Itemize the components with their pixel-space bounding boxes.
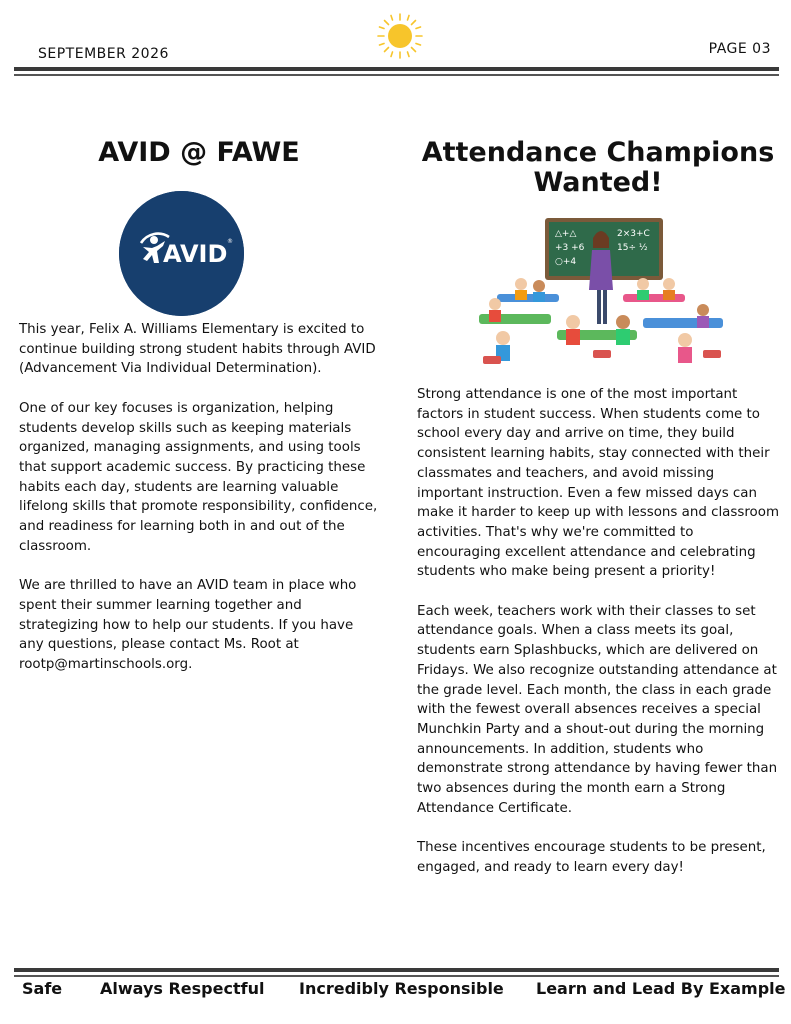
page-number: PAGE 03 [708, 41, 771, 57]
avid-paragraph-3: We are thrilled to have an AVID team in place who spent their summer learning together and strategizing how to help our students. If you have any questions, please contact Ms. Root at rootp@martinschools.org. [19, 578, 357, 672]
chalkboard-row1-right: 2×3+C [617, 229, 650, 239]
avid-article [19, 137, 379, 672]
attendance-title-line-2: Wanted! [533, 167, 663, 198]
chalkboard-row3-left: ○+4 [555, 257, 577, 267]
attendance-article-body [417, 385, 779, 897]
footer-divider-thin [14, 975, 779, 977]
attendance-paragraph-2: Each week, teachers work with their classes to set attendance goals. When a class meets its goal, students earn Splashbucks, which are delivered on Fridays. We also recognize outstanding attendance at the grade level. Each month, the class in each grade with the fewest overall absences receives a special Munchkin Party and a shout-out during the morning announcements. In addition, students who demonstrate strong attendance by having fewer than two absences during the month earn a Strong Attendance Certificate. [417, 603, 778, 816]
chalkboard-row2-left: +3 +6 [555, 243, 585, 253]
footer-item-safe: Safe [22, 979, 63, 998]
chalkboard-row2-right: 15÷ ½ [617, 243, 648, 253]
newsletter-date: SEPTEMBER 2026 [38, 46, 169, 62]
sun-icon [376, 12, 424, 60]
avid-paragraph-1: This year, Felix A. Williams Elementary is excited to continue building strong student habits through AVID (Advancement Via Individual Determination). [19, 322, 376, 377]
attendance-title-line-1: Attendance Champions [421, 137, 775, 168]
header-divider [14, 67, 779, 71]
avid-registered-mark: ® [227, 238, 233, 245]
footer-item-learn-lead: Learn and Lead By Example [536, 979, 786, 998]
attendance-paragraph-3: These incentives encourage students to be present, engaged, and ready to learn every day! [417, 840, 766, 875]
footer-item-responsible: Incredibly Responsible [299, 979, 504, 998]
classroom-illustration [473, 218, 728, 370]
attendance-article-title [417, 138, 779, 198]
avid-logo [119, 191, 244, 316]
chalkboard-row1-left: △+△ [555, 229, 577, 239]
footer-divider [14, 968, 779, 972]
attendance-paragraph-1: Strong attendance is one of the most important factors in student success. When students come to school every day and arrive on time, they build consistent learning habits, stay connected with their classmates and teachers, and avoid missing important instruction. Even a few missed days can make it harder to keep up with lessons and classroom activities. That's why we're committed to encouraging excellent attendance and celebrating students who make being present a priority! [417, 387, 779, 580]
header-divider-thin [14, 74, 779, 76]
avid-article-body [19, 320, 379, 694]
avid-paragraph-2: One of our key focuses is organization, helping students develop skills such as keeping materials organized, managing assignments, and using tools that support academic success. By practicing these habits each day, students are learning valuable lifelong skills that promote responsibility, confidence, and readiness for learning both in and out of the classroom. [19, 400, 378, 554]
avid-article-title: AVID @ FAWE [98, 137, 300, 168]
avid-logo-text: AVID [163, 240, 228, 268]
attendance-article [417, 137, 779, 875]
footer-item-respectful: Always Respectful [100, 979, 265, 998]
